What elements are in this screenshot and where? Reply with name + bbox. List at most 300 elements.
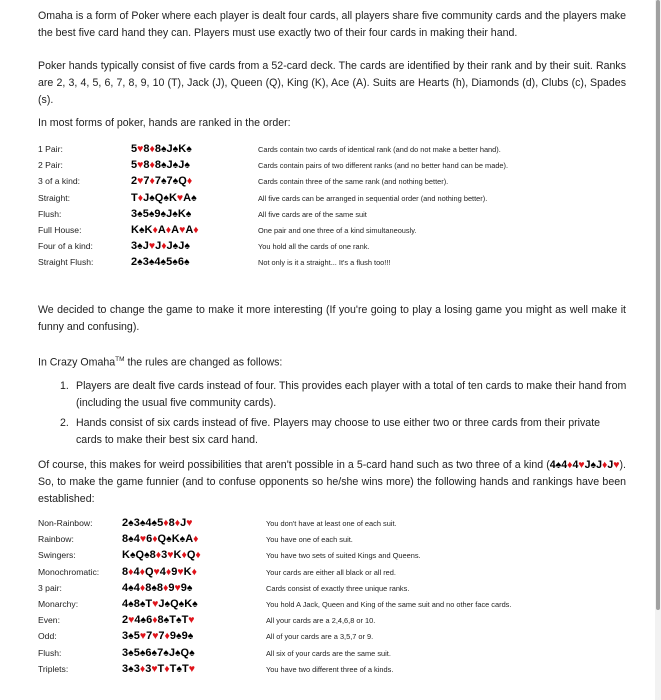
- hand-name: Even:: [38, 615, 60, 626]
- hand-description: You don't have at least one of each suit.: [266, 519, 397, 528]
- playing-card: [182, 630, 194, 642]
- card-rank: 8: [133, 597, 140, 610]
- spade-icon: ♠: [128, 597, 134, 610]
- heart-icon: ♥: [152, 597, 159, 610]
- playing-card: [169, 192, 183, 204]
- hand-row: [38, 566, 638, 582]
- spade-icon: ♠: [139, 646, 146, 659]
- hand-name: 2 Pair:: [38, 160, 63, 171]
- spade-icon: ♠: [160, 207, 167, 220]
- diamond-icon: ♦: [602, 459, 608, 471]
- spade-icon: ♠: [590, 459, 597, 471]
- hand-row: [38, 143, 638, 159]
- hand-cards: [122, 598, 198, 614]
- playing-card: [131, 143, 143, 155]
- card-rank: 5: [157, 517, 164, 529]
- playing-card: [184, 598, 198, 610]
- crazy-intro: [38, 351, 626, 372]
- hand-description: All six of your cards are the same suit.: [266, 648, 391, 658]
- spade-icon: ♠: [128, 646, 134, 659]
- heart-icon: ♥: [188, 662, 195, 675]
- playing-card: [143, 159, 154, 171]
- card-rank: Q: [170, 597, 179, 610]
- playing-card: [160, 566, 171, 578]
- playing-card: [158, 614, 170, 626]
- hand-description: All five cards can be arranged in sequential order (and nothing better).: [258, 193, 488, 203]
- playing-card: [155, 159, 167, 171]
- playing-card: [154, 256, 166, 268]
- card-rank: 4: [133, 565, 140, 578]
- playing-card: [585, 457, 596, 474]
- playing-card: [166, 256, 178, 268]
- playing-card: [134, 598, 146, 610]
- playing-card: [145, 517, 157, 529]
- hand-cards: [131, 143, 192, 159]
- hand-name: Odd:: [38, 631, 57, 642]
- spade-icon: ♠: [172, 240, 179, 253]
- heart-icon: ♥: [151, 662, 158, 675]
- card-rank: K: [131, 223, 139, 236]
- card-rank: Q: [157, 533, 167, 546]
- hand-cards: [131, 224, 199, 240]
- card-rank: K: [171, 533, 180, 546]
- card-rank: 4: [134, 614, 141, 627]
- card-rank: 4: [145, 517, 152, 529]
- card-rank: 3: [122, 630, 129, 643]
- hand-description: All of your cards are a 3,5,7 or 9.: [266, 632, 374, 642]
- playing-card: [131, 192, 143, 204]
- playing-card: [178, 256, 190, 268]
- playing-card: [155, 192, 169, 204]
- crazy-hands-table: [38, 517, 638, 679]
- heart-icon: ♥: [176, 191, 184, 204]
- playing-card: [167, 159, 179, 171]
- card-rank: 5: [133, 630, 140, 643]
- card-rank: 2: [122, 517, 129, 529]
- card-rank: 3: [122, 646, 129, 659]
- hand-name: 3 pair:: [38, 582, 62, 593]
- playing-card: [180, 517, 192, 529]
- heart-icon: ♥: [188, 614, 195, 627]
- spade-icon: ♠: [137, 240, 143, 253]
- playing-card: [187, 549, 201, 561]
- spade-icon: ♠: [175, 614, 182, 627]
- playing-card: [134, 614, 146, 626]
- hand-cards: [122, 647, 195, 663]
- playing-card: [181, 647, 195, 659]
- playing-card: [145, 598, 158, 610]
- diamond-icon: ♦: [191, 565, 197, 578]
- spade-icon: ♠: [128, 630, 134, 643]
- playing-card: [178, 159, 190, 171]
- card-rank: 9: [181, 630, 188, 643]
- playing-card: [184, 566, 197, 578]
- hand-row: [38, 647, 638, 663]
- hand-row: [38, 175, 638, 191]
- playing-card: [122, 630, 134, 642]
- playing-card: [155, 143, 167, 155]
- card-rank: J: [143, 191, 150, 204]
- card-rank: J: [155, 240, 162, 253]
- rule-text: Players are dealt five cards instead of four. This provides each player with a total of ten cards to make their hand from (including the usual five community cards).: [76, 380, 627, 409]
- rule-number: 2.: [60, 417, 69, 429]
- trademark: TM: [115, 356, 125, 363]
- hand-description: All five cards are of the same suit: [258, 209, 367, 219]
- card-rank: J: [166, 159, 173, 172]
- card-rank: 9: [168, 581, 175, 594]
- hand-description: You have two different three of a kinds.: [266, 664, 394, 674]
- card-rank: 7: [166, 175, 173, 188]
- spade-icon: ♠: [151, 646, 158, 659]
- spade-icon: ♠: [178, 597, 185, 610]
- playing-card: [170, 630, 182, 642]
- spade-icon: ♠: [186, 581, 193, 594]
- card-rank: 7: [146, 630, 153, 643]
- card-rank: T: [181, 614, 189, 627]
- playing-card: [169, 647, 181, 659]
- heart-icon: ♥: [177, 565, 184, 578]
- spade-icon: ♠: [128, 581, 134, 594]
- hand-description: All your cards are a 2,4,6,8 or 10.: [266, 616, 376, 626]
- spade-icon: ♠: [128, 517, 134, 529]
- hand-description: One pair and one three of a kind simultaneously.: [258, 225, 417, 235]
- card-rank: 3: [131, 240, 138, 253]
- playing-card: [146, 533, 157, 545]
- playing-card: [167, 175, 179, 187]
- spade-icon: ♠: [137, 256, 143, 269]
- diamond-icon: ♦: [181, 549, 187, 562]
- playing-card: [122, 614, 134, 626]
- card-rank: 4: [122, 597, 129, 610]
- card-rank: J: [180, 517, 187, 529]
- hand-description: You hold A Jack, Queen and King of the same suit and no other face cards.: [266, 599, 512, 609]
- playing-card: [134, 663, 145, 675]
- spade-icon: ♠: [189, 646, 195, 659]
- heart-icon: ♥: [153, 565, 160, 578]
- card-rank: J: [142, 240, 149, 253]
- spade-icon: ♠: [149, 191, 155, 204]
- playing-card: [155, 240, 166, 252]
- card-rank: J: [607, 459, 614, 471]
- playing-card: [157, 582, 168, 594]
- playing-card: [185, 224, 198, 236]
- hand-description: Cards contain three of the same rank (and nothing better).: [258, 177, 449, 187]
- hand-description: You hold all the cards of one rank.: [258, 242, 370, 252]
- diamond-icon: ♦: [139, 581, 146, 594]
- card-rank: 7: [154, 175, 161, 188]
- hand-row: [38, 614, 638, 630]
- diamond-icon: ♦: [152, 223, 158, 236]
- playing-card: [146, 614, 157, 626]
- playing-card: [122, 517, 134, 529]
- hand-cards: [122, 614, 195, 630]
- hand-name: Flush:: [38, 208, 62, 219]
- card-rank: Q: [154, 191, 164, 204]
- card-rank: 8: [122, 565, 129, 578]
- card-rank: 6: [145, 646, 152, 659]
- heart-icon: ♥: [139, 533, 147, 546]
- spade-icon: ♠: [140, 614, 147, 627]
- spade-icon: ♠: [144, 549, 150, 562]
- crazy-intro-rest: the rules are changed as follows:: [124, 356, 283, 369]
- spade-icon: ♠: [128, 533, 134, 546]
- spade-icon: ♠: [160, 175, 167, 188]
- diamond-icon: ♦: [567, 459, 573, 471]
- spade-icon: ♠: [172, 143, 179, 155]
- hand-name: Rainbow:: [38, 534, 74, 545]
- playing-card: [561, 457, 572, 474]
- card-rank: A: [185, 223, 194, 236]
- spade-icon: ♠: [172, 175, 179, 188]
- playing-card: [143, 175, 154, 187]
- diamond-icon: ♦: [174, 517, 181, 529]
- spade-icon: ♠: [163, 614, 170, 627]
- playing-card: [178, 208, 192, 220]
- hand-row: [38, 630, 638, 646]
- playing-card: [143, 143, 154, 155]
- playing-card: [158, 598, 170, 610]
- card-rank: J: [166, 207, 173, 220]
- hand-name: Triplets:: [38, 663, 69, 674]
- spade-icon: ♠: [139, 597, 146, 610]
- spade-icon: ♠: [160, 256, 167, 269]
- card-rank: 4: [572, 459, 579, 471]
- card-rank: 5: [166, 256, 173, 269]
- playing-card: [596, 457, 607, 474]
- card-rank: 9: [171, 565, 178, 578]
- hand-row: [38, 240, 638, 256]
- spade-icon: ♠: [163, 646, 169, 659]
- hand-cards: [122, 582, 192, 598]
- playing-card: [169, 517, 180, 529]
- hand-name: Straight:: [38, 192, 71, 203]
- diamond-icon: ♦: [193, 223, 199, 236]
- card-rank: 8: [149, 549, 156, 562]
- card-rank: 2: [122, 614, 129, 627]
- diamond-icon: ♦: [149, 175, 155, 188]
- ranked-intro: In most forms of poker, hands are ranked in the order:: [38, 117, 291, 129]
- card-rank: 3: [161, 549, 168, 562]
- spade-icon: ♠: [148, 207, 155, 220]
- playing-card: [131, 159, 143, 171]
- spade-icon: ♠: [176, 662, 182, 675]
- playing-card: [181, 582, 193, 594]
- hand-cards: [122, 630, 193, 646]
- spade-icon: ♠: [137, 207, 143, 220]
- playing-card: [122, 598, 134, 610]
- card-rank: 3: [142, 256, 149, 269]
- playing-card: [122, 647, 134, 659]
- playing-card: [131, 256, 143, 268]
- card-rank: 8: [122, 533, 129, 546]
- playing-card: [143, 208, 155, 220]
- playing-card: [550, 457, 561, 474]
- card-rank: A: [157, 223, 166, 236]
- playing-card: [171, 224, 185, 236]
- hand-row: [38, 549, 638, 565]
- playing-card: [155, 175, 167, 187]
- card-rank: 7: [157, 646, 164, 659]
- card-rank: J: [584, 459, 591, 471]
- heart-icon: ♥: [137, 143, 144, 155]
- card-rank: 3: [145, 662, 152, 675]
- spade-icon: ♠: [151, 517, 158, 529]
- diamond-icon: ♦: [163, 581, 169, 594]
- card-rank: 8: [143, 143, 150, 155]
- card-rank: Q: [180, 646, 190, 659]
- card-rank: 3: [131, 207, 138, 220]
- hand-name: Flush:: [38, 647, 62, 658]
- playing-card: [169, 614, 181, 626]
- playing-card: [170, 598, 184, 610]
- spade-icon: ♠: [191, 191, 197, 204]
- card-rank: 3: [133, 517, 140, 529]
- crazy-intro-text: In Crazy Omaha: [38, 356, 116, 369]
- rule-number: 1.: [60, 380, 69, 392]
- card-rank: 4: [159, 565, 166, 578]
- playing-card: [157, 517, 168, 529]
- card-rank: Q: [178, 175, 187, 188]
- card-rank: 5: [131, 143, 138, 155]
- card-rank: 8: [157, 614, 164, 627]
- playing-card: [145, 647, 157, 659]
- playing-card: [145, 582, 157, 594]
- heart-icon: ♥: [137, 175, 144, 188]
- hand-description: Cards contain pairs of two different ranks (and no better hand can be made).: [258, 161, 509, 171]
- playing-card: [131, 208, 143, 220]
- card-rank: K: [122, 549, 130, 562]
- playing-card: [174, 549, 187, 561]
- playing-card: [131, 224, 145, 236]
- card-rank: 2: [131, 175, 138, 188]
- card-rank: 4: [122, 581, 129, 594]
- playing-card: [134, 517, 146, 529]
- playing-card: [182, 614, 195, 626]
- card-rank: T: [169, 662, 177, 675]
- scrollbar[interactable]: [655, 0, 661, 700]
- spade-icon: ♠: [172, 256, 178, 269]
- playing-card: [166, 208, 178, 220]
- diamond-icon: ♦: [164, 630, 170, 643]
- scrollbar-thumb[interactable]: [656, 0, 660, 610]
- playing-card: [161, 549, 173, 561]
- hand-name: Non-Rainbow:: [38, 518, 93, 528]
- card-rank: 4: [133, 581, 140, 594]
- playing-card: [154, 208, 166, 220]
- hand-cards: [131, 256, 190, 272]
- diamond-icon: ♦: [193, 533, 199, 546]
- card-rank: 5: [142, 207, 149, 220]
- playing-card: [146, 630, 158, 642]
- hand-name: Monochromatic:: [38, 566, 100, 577]
- card-rank: 3: [122, 662, 129, 675]
- spade-icon: ♠: [138, 223, 145, 236]
- card-rank: 5: [133, 646, 140, 659]
- hand-name: 3 of a kind:: [38, 176, 81, 187]
- playing-card: [134, 582, 145, 594]
- card-rank: J: [178, 159, 185, 172]
- spade-icon: ♠: [160, 143, 167, 155]
- card-rank: T: [131, 191, 138, 204]
- card-rank: Q: [135, 549, 145, 562]
- spade-icon: ♠: [183, 256, 190, 269]
- diamond-icon: ♦: [155, 549, 162, 562]
- spade-icon: ♠: [184, 159, 190, 172]
- card-rank: J: [166, 240, 173, 253]
- card-rank: 6: [177, 256, 184, 269]
- diamond-icon: ♦: [165, 565, 172, 578]
- spade-icon: ♠: [555, 459, 562, 471]
- playing-card: [143, 192, 155, 204]
- hand-description: You have two sets of suited Kings and Queens.: [266, 551, 421, 561]
- diamond-icon: ♦: [186, 175, 193, 188]
- hand-row: [38, 517, 638, 533]
- playing-card: [150, 549, 161, 561]
- spade-icon: ♠: [128, 662, 134, 675]
- card-rank: 3: [133, 662, 140, 675]
- card-rank: K: [177, 207, 186, 220]
- card-rank: K: [183, 565, 192, 578]
- hand-name: Full House:: [38, 224, 82, 235]
- playing-card: [178, 175, 192, 187]
- spade-icon: ♠: [174, 646, 181, 659]
- standard-hands-table: [38, 143, 638, 273]
- playing-card: [122, 663, 134, 675]
- heart-icon: ♥: [186, 517, 193, 529]
- hands-paragraph: Poker hands typically consist of five cards from a 52-card deck. The cards are identified by their rank and by their suit. Ranks are 2, 3, 4, 5, 6, 7, 8, 9, 10 (T), Jack (J), Queen (Q), King (K), Ace (A). Suits are Hearts (h), Diamonds (d), Clubs (c), Spades (s).: [38, 60, 626, 106]
- hand-cards: [122, 533, 199, 549]
- hand-cards: [122, 549, 201, 565]
- spade-icon: ♠: [163, 191, 169, 204]
- card-rank: J: [168, 646, 175, 659]
- card-rank: 7: [143, 175, 150, 188]
- playing-card: [134, 533, 146, 545]
- card-rank: A: [171, 223, 180, 236]
- diamond-icon: ♦: [195, 549, 201, 562]
- card-rank: K: [144, 223, 153, 236]
- diamond-icon: ♦: [161, 240, 167, 253]
- heart-icon: ♥: [613, 459, 620, 471]
- playing-card: [185, 533, 198, 545]
- hand-cards: [131, 192, 197, 208]
- playing-card: [131, 175, 143, 187]
- playing-card: [182, 663, 195, 675]
- card-rank: J: [178, 240, 185, 253]
- playing-card: [178, 240, 190, 252]
- rules-list: [38, 378, 628, 452]
- change-paragraph: We decided to change the game to make it more interesting (If you're going to play a losing game you might as well make it funny and confusing).: [38, 304, 626, 333]
- card-rank: 8: [154, 159, 161, 172]
- playing-card: [122, 533, 134, 545]
- card-rank: 9: [180, 581, 187, 594]
- playing-card: [572, 457, 584, 474]
- heart-icon: ♥: [179, 223, 186, 236]
- hand-row: [38, 256, 638, 272]
- spade-icon: ♠: [139, 517, 146, 529]
- card-rank: T: [169, 614, 176, 627]
- diamond-icon: ♦: [128, 565, 134, 578]
- diamond-icon: ♦: [152, 614, 158, 627]
- playing-card: [168, 582, 180, 594]
- card-rank: 4: [154, 256, 161, 269]
- playing-card: [158, 224, 171, 236]
- spade-icon: ♠: [160, 159, 167, 172]
- playing-card: [134, 647, 146, 659]
- heart-icon: ♥: [152, 630, 159, 643]
- spade-icon: ♠: [129, 549, 136, 562]
- spade-icon: ♠: [151, 581, 157, 594]
- weird-text-b: ). So, to make the game funnier (and to confuse opponents so he/she wins more) the following hands and rankings have been established:: [38, 459, 626, 505]
